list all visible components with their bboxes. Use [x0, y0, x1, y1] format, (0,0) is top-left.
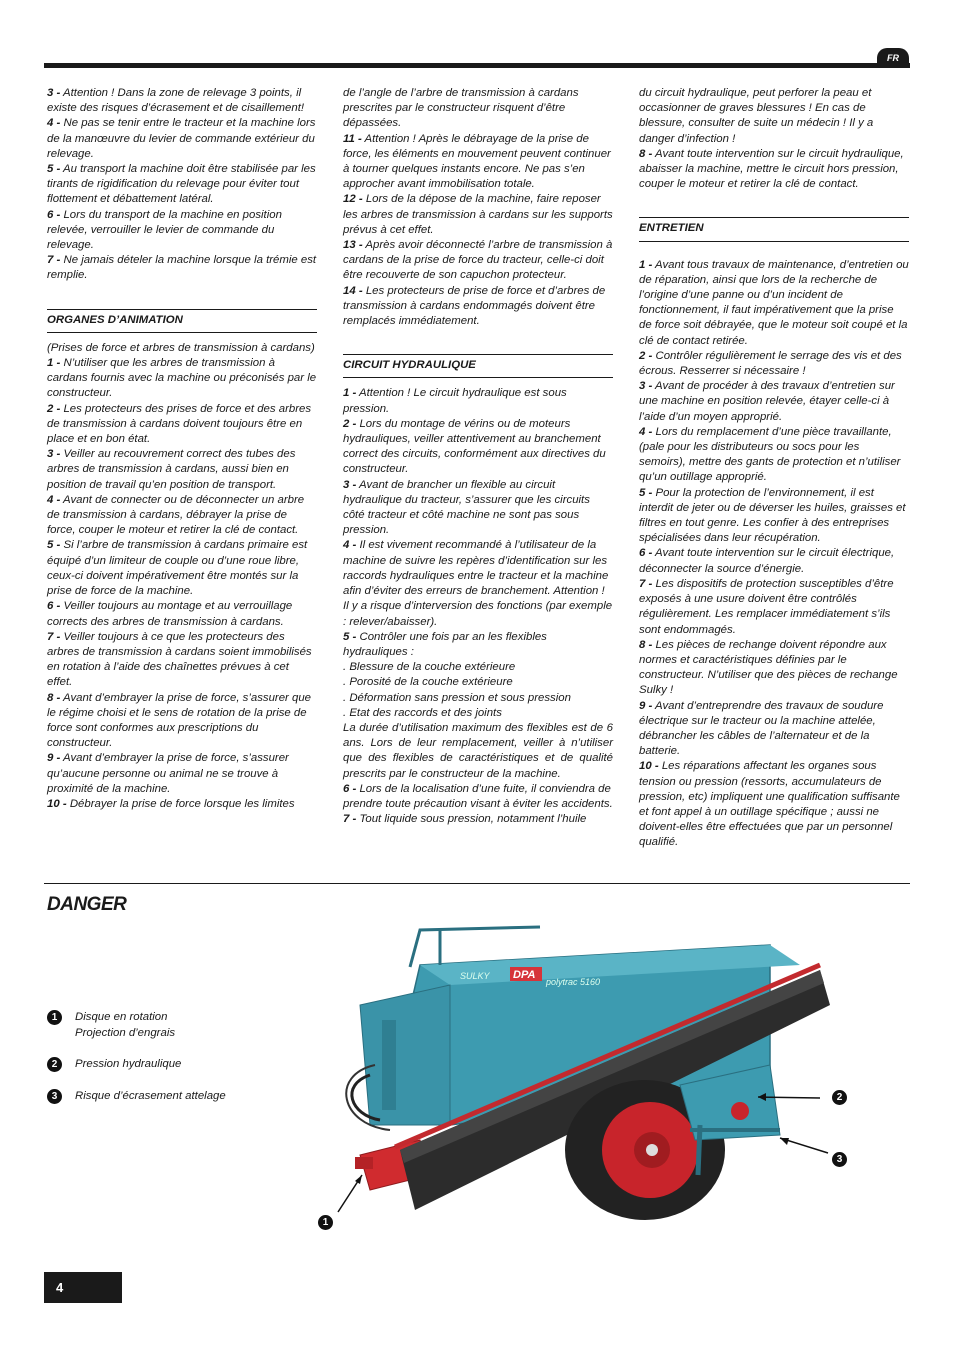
danger-legend [47, 1010, 226, 1120]
list-item: 12 - Lors de la dépose de la machine, faire reposer les arbres de transmission à cardans sur les supports prévus à cet effet. [343, 193, 613, 236]
list-item: 9 - Avant d’embrayer la prise de force, s’assurer qu’aucune personne ou animal ne se trouve à proximité de la machine. [47, 752, 289, 795]
list-item: 7 - Les dispositifs de protection susceptibles d’être exposés à une usure doivent être contrôlés régulièrement. Les remplacer immédiatement s’ils sont endommagés. [639, 577, 894, 636]
model-label: polytrac 5160 [546, 977, 601, 987]
column-3 [639, 86, 909, 851]
section-title-entretien: ENTRETIEN [639, 217, 909, 241]
list-item: 6 - Veiller toujours au montage et au verrouillage corrects des arbres de transmission à cardans. [47, 600, 293, 628]
list-item: 3 - Avant de brancher un flexible au circuit hydraulique du tracteur, s’assurer que les circuits côté tracteur et côté machine ne sont pas sous pression. [343, 478, 590, 537]
legend-item: 1 Disque en rotation Projection d’engrais [47, 1010, 226, 1041]
check-item: . Porosité de la couche extérieure [343, 676, 513, 689]
check-item: . Blessure de la couche extérieure [343, 661, 516, 674]
danger-title: DANGER [47, 894, 127, 915]
list-item: 3 - Avant de procéder à des travaux d’entretien sur une machine en position relevée, étayer celle-ci à l’aide d’un moyen approprié. [639, 380, 895, 423]
list-item: 2 - Les protecteurs des prises de force et des arbres de transmission à cardans doivent toujours être en place et en bon état. [47, 402, 312, 446]
list-item: 7 - Veiller toujours à ce que les protecteurs des arbres de transmission à cardans soient immobilisés en rotation à l’aide des chaînettes prévues à cet effet. [47, 630, 312, 689]
maker-label: SULKY [460, 971, 490, 981]
page-number: 4 [44, 1272, 122, 1303]
list-item: 10 - Débrayer la prise de force lorsque les limites [47, 797, 295, 810]
list-item: 5 - Pour la protection de l’environnement, il est interdit de jeter ou de déverser les huiles, graisses et filtres en tout genre. Les confier à des entreprises spécialisées dans leur récupération. [639, 486, 906, 545]
list-item: 9 - Avant d’entreprendre des travaux de soudure électrique sur le tracteur ou la machine attelée, débrancher les câbles de l’alternateur et de la batterie. [639, 699, 884, 758]
list-item: 2 - Lors du montage de vérins ou de moteurs hydrauliques, veiller attentivement au branchement correct des circuits, conformément aux directives du constructeur. [343, 417, 606, 476]
col1-intro-list [47, 86, 317, 284]
list-item: 4 - Lors du remplacement d’une pièce travaillante, (pale pour les distributeurs ou socs pour les semoirs), mettre des gants de protection et n’utiliser qu’un outillage approprié. [639, 425, 901, 484]
check-item: . Déformation sans pression et sous pression [343, 691, 571, 704]
legend-item: 2 Pression hydraulique [47, 1057, 226, 1073]
list-item: 4 - Avant de connecter ou de déconnecter un arbre de transmission à cardans, débrayer la prise de force, couper le moteur et retirer la clé de contact. [47, 493, 305, 537]
duration-text: La durée d’utilisation maximum des flexibles est de 6 ans. Lors de leur remplacement, veiller à n’utiliser que des flexibles de caractéristiques et de qualité prescrits par le constructeur de la machine. [343, 721, 613, 780]
column-1 [47, 86, 317, 812]
callout-2-icon: 2 [832, 1090, 847, 1105]
list-item: 6 - Avant toute intervention sur le circuit électrique, déconnecter la source d’énergie. [639, 547, 895, 575]
continued-text: du circuit hydraulique, peut perforer la peau et occasionner de graves blessures ! En cas de blessure, consulter de suite un médecin ! Il y a danger d’infection ! [639, 87, 874, 145]
list-item: 5 - Contrôler une fois par an les flexibles hydrauliques : [343, 630, 547, 658]
list-item: 8 - Avant d’embrayer la prise de force, s’assurer que le régime choisi et le sens de rotation de la prise de force sont conformes aux prescriptions du constructeur. [47, 691, 312, 750]
list-item: 10 - Les réparations affectant les organes sous tension ou pression (ressorts, accumulateurs de pression, etc) impliquent une qualification suffisante et font appel à un outillage spécifique ; aussi ne doivent-elles être effectuées que par un personnel qualifié. [639, 760, 900, 849]
arrow-2 [758, 1097, 820, 1098]
callout-1-icon: 1 [318, 1215, 333, 1230]
section-title-hydraulique: CIRCUIT HYDRAULIQUE [343, 354, 613, 378]
callout-3-icon: 3 [832, 1152, 847, 1167]
number-3-icon: 3 [47, 1089, 62, 1104]
list-item: 7 - Ne jamais dételer la machine lorsque la trémie est remplie. [47, 254, 317, 282]
list-item: 3 - Veiller au recouvrement correct des tubes des arbres de transmission à cardans, aussi bien en position de travail qu’en position de transport. [47, 448, 296, 491]
list-item: 14 - Les protecteurs de prise de force et d’arbres de transmission à cardans endommagés doivent être remplacés immédiatement. [343, 284, 606, 328]
legend-item: 3 Risque d’écrasement attelage [47, 1089, 226, 1105]
list-item: 4 - Ne pas se tenir entre le tracteur et la machine lors de la manœuvre du levier de commande extérieur du relevage. [47, 117, 316, 160]
section-rule [44, 883, 910, 884]
spreader-machine-illustration [300, 925, 880, 1245]
number-1-icon: 1 [47, 1010, 62, 1025]
check-item: . Etat des raccords et des joints [343, 706, 502, 719]
list-item: 3 - Attention ! Dans la zone de relevage 3 points, il existe des risques d’écrasement et de cisaillement! [47, 87, 305, 115]
number-2-icon: 2 [47, 1057, 62, 1072]
section-title-organes: ORGANES D’ANIMATION [47, 309, 317, 333]
list-item: 1 - Attention ! Le circuit hydraulique est sous pression. [343, 387, 567, 415]
list-item: 8 - Les pièces de rechange doivent répondre aux normes et caractéristiques définies par le constructeur. N’utiliser que des pièces de rechange Sulky ! [639, 638, 898, 697]
list-item: 13 - Après avoir déconnecté l’arbre de transmission à cardans de la prise de force du tracteur, celle-ci doit être recouverte de son capuchon protecteur. [343, 239, 613, 282]
list-item: 8 - Avant toute intervention sur le circuit hydraulique, abaisser la machine, mettre le circuit hors pression, couper le moteur et retirer la clé de contact. [639, 147, 904, 191]
language-badge: FR [877, 48, 909, 68]
list-item: 4 - Il est vivement recommandé à l’utilisateur de la machine de suivre les repères d’identification sur les raccords hydrauliques entre le tracteur et la machine afin d’éviter des erreurs de branchement. Attention ! Il y a risque d’interversion des fonctions (par exemple : relever/abaisser). [343, 539, 613, 628]
list-item: 6 - Lors du transport de la machine en position relevée, verrouiller le levier de commande du relevage. [47, 208, 282, 252]
list-item: 2 - Contrôler régulièrement le serrage des vis et des écrous. Resserrer si nécessaire ! [639, 349, 902, 378]
col1-items [47, 356, 317, 812]
list-item: 5 - Si l’arbre de transmission à cardans primaire est équipé d’un limiteur de couple ou d’une roue libre, ceux-ci doivent impérativement être montés sur la prise de force de la machine. [47, 539, 308, 598]
list-item: 5 - Au transport la machine doit être stabilisée par les tirants de rigidification du relevage pour éviter tout flottement et débattement latéral. [47, 163, 316, 206]
brand-label: DPA [513, 969, 536, 981]
top-rule [44, 63, 910, 68]
list-item: 6 - Lors de la localisation d’une fuite, il conviendra de prendre toute précaution visant à éviter les accidents. [343, 782, 613, 810]
section-intro: (Prises de force et arbres de transmission à cardans) [47, 341, 315, 354]
list-item: 1 - N’utiliser que les arbres de transmission à cardans fournis avec la machine ou préconisés par le constructeur. [47, 357, 317, 400]
list-item: 7 - Tout liquide sous pression, notamment l’huile [343, 813, 587, 826]
continued-text: de l’angle de l’arbre de transmission à cardans prescrites par le constructeur risquent d’être dépassées. [343, 87, 579, 130]
column-2 [343, 86, 613, 827]
list-item: 1 - Avant tous travaux de maintenance, d’entretien ou de réparation, ainsi que lors de la recherche de l’origine d’une panne ou d’un incident de fonctionnement, il faut impérativement que la prise de force soit débrayée, que le moteur soit coupé et la clé de contact retirée. [639, 258, 909, 347]
list-item: 11 - Attention ! Après le débrayage de la prise de force, les éléments en mouvement peuvent continuer à tourner quelques instants encore. Ne pas s’en approcher avant immobilisation totale. [343, 132, 611, 191]
